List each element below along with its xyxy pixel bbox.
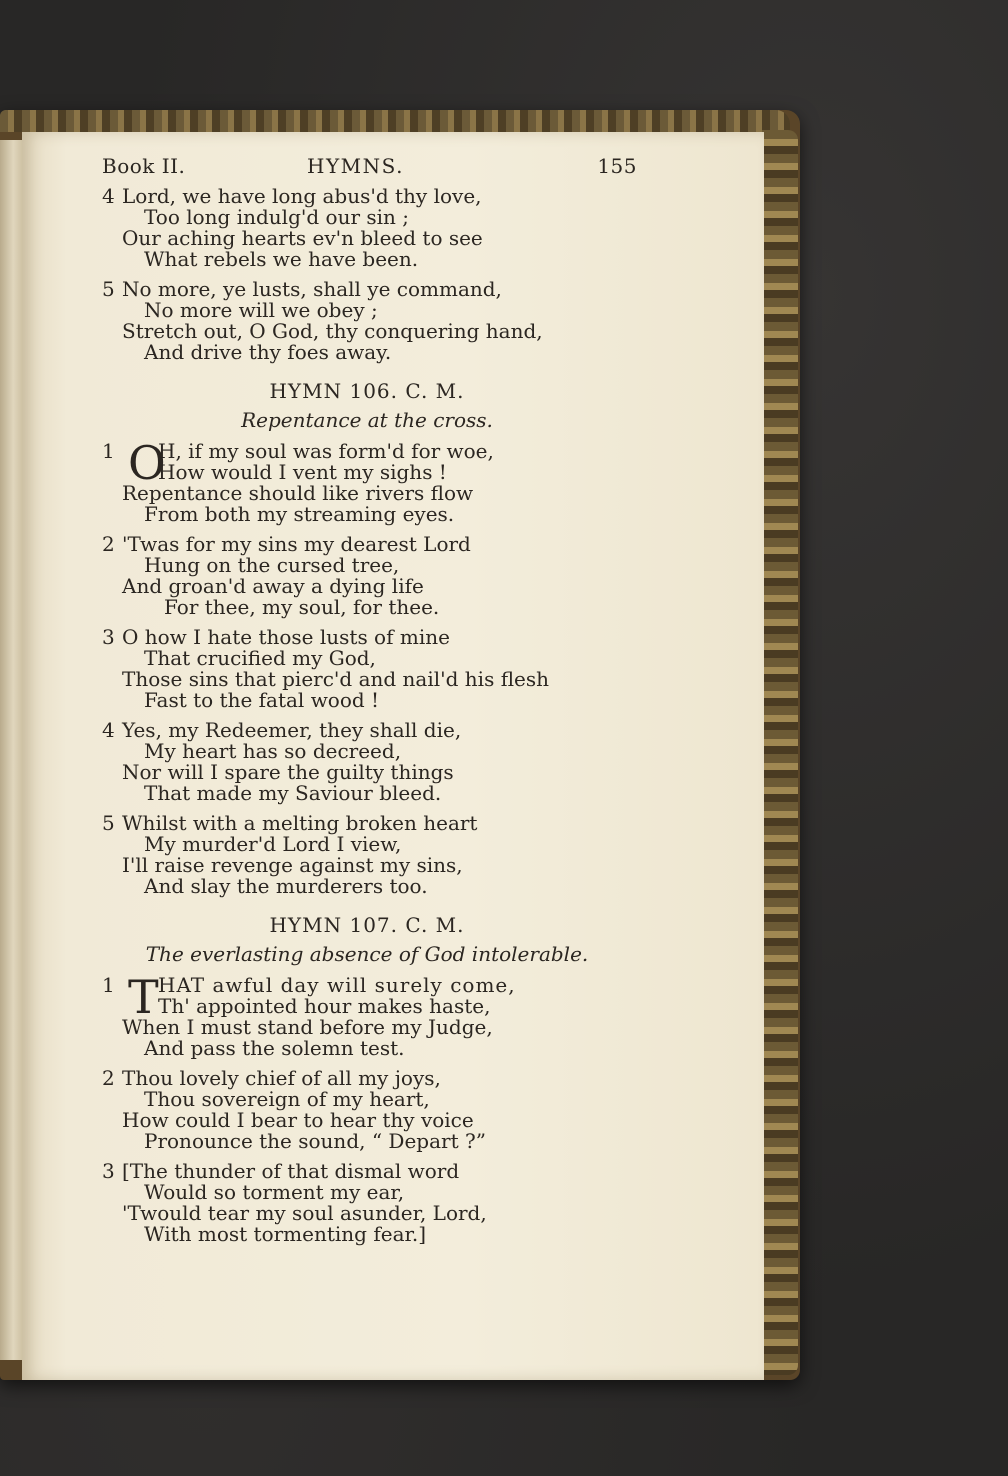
- stanza: [102, 436, 622, 526]
- stanza: [102, 970, 622, 1060]
- hymn-subtitle: The everlasting absence of God intolerable.: [145, 942, 589, 966]
- verse-line: No more will we obey ;: [144, 298, 378, 322]
- verse-line: With most tormenting fear.]: [144, 1222, 427, 1246]
- verse-line: Fast to the fatal wood !: [144, 688, 380, 712]
- verse-line: And groan'd away a dying life: [122, 574, 424, 598]
- verse-line: Th' appointed hour makes haste,: [158, 994, 491, 1018]
- verse-line: No more, ye lusts, shall ye command,: [122, 277, 502, 301]
- verse-line: O how I hate those lusts of mine: [122, 625, 450, 649]
- verse-line: How would I vent my sighs !: [158, 460, 447, 484]
- stanza-number: 5: [102, 277, 115, 301]
- verse-line: For thee, my soul, for thee.: [164, 595, 440, 619]
- page-text: [102, 154, 637, 1254]
- drop-cap: T: [128, 970, 159, 1024]
- gilt-edge-top: [0, 110, 790, 132]
- verse-line: And drive thy foes away.: [144, 340, 392, 364]
- stanza-number: 2: [102, 532, 115, 556]
- verse-line: And pass the solemn test.: [144, 1036, 405, 1060]
- hymn-title: HYMN 106. C. M.: [269, 379, 465, 403]
- page-number: 155: [597, 154, 637, 178]
- book-page: [22, 132, 764, 1380]
- verse-line: How could I bear to hear thy voice: [122, 1108, 474, 1132]
- stanza-number: 5: [102, 811, 115, 835]
- verse-line: And slay the murderers too.: [144, 874, 428, 898]
- stanza: [102, 186, 622, 270]
- verse-line: H, if my soul was form'd for woe,: [158, 439, 494, 463]
- drop-cap: O: [128, 436, 166, 490]
- verse-line: Those sins that pierc'd and nail'd his flesh: [122, 667, 550, 691]
- verse-line: Whilst with a melting broken heart: [122, 811, 478, 835]
- verse-line: Nor will I spare the guilty things: [122, 760, 454, 784]
- stanza-number: 2: [102, 1066, 115, 1090]
- verse-line: 'Twas for my sins my dearest Lord: [122, 532, 471, 556]
- verse-line: Thou lovely chief of all my joys,: [122, 1066, 441, 1090]
- stanza-number: 4: [102, 184, 115, 208]
- verse-line: I'll raise revenge against my sins,: [122, 853, 463, 877]
- verse-line: What rebels we have been.: [144, 247, 419, 271]
- stanza-number: 3: [102, 1159, 115, 1183]
- stanza: [102, 627, 622, 711]
- verse-line: Our aching hearts ev'n bleed to see: [122, 226, 483, 250]
- verse-line: My murder'd Lord I view,: [144, 832, 402, 856]
- verse-line: Thou sovereign of my heart,: [144, 1087, 430, 1111]
- hymn-title: HYMN 107. C. M.: [269, 913, 465, 937]
- stanza-number: 1: [102, 973, 115, 997]
- verse-line: 'Twould tear my soul asunder, Lord,: [122, 1201, 487, 1225]
- verse-line: That crucified my God,: [144, 646, 376, 670]
- left-page-edge: [0, 140, 22, 1360]
- gilt-edge-right: [762, 130, 798, 1375]
- stanza: [102, 534, 622, 618]
- verse-line: Repentance should like rivers flow: [122, 481, 474, 505]
- verse-line: From both my streaming eyes.: [144, 502, 455, 526]
- verse-line: HAT awful day will surely come,: [158, 973, 516, 997]
- verse-line: Too long indulg'd our sin ;: [144, 205, 409, 229]
- stanza-number: 1: [102, 439, 115, 463]
- stanza-number: 4: [102, 718, 115, 742]
- stanza: [102, 279, 622, 363]
- stanza: [102, 1068, 622, 1152]
- stanza-number: 3: [102, 625, 115, 649]
- stanza: [102, 813, 622, 897]
- verse-line: Pronounce the sound, “ Depart ?”: [144, 1129, 486, 1153]
- stanza: [102, 720, 622, 804]
- section-title: HYMNS.: [307, 154, 404, 178]
- verse-line: That made my Saviour bleed.: [144, 781, 442, 805]
- verse-line: Would so torment my ear,: [144, 1180, 405, 1204]
- running-header: [102, 154, 637, 186]
- verse-line: Yes, my Redeemer, they shall die,: [122, 718, 462, 742]
- verse-line: [The thunder of that dismal word: [122, 1159, 460, 1183]
- hymn-subtitle: Repentance at the cross.: [241, 408, 493, 432]
- book-label: Book II.: [102, 154, 186, 178]
- verse-line: Hung on the cursed tree,: [144, 553, 400, 577]
- verse-line: Lord, we have long abus'd thy love,: [122, 184, 482, 208]
- stanza: [102, 1161, 622, 1245]
- verse-line: When I must stand before my Judge,: [122, 1015, 493, 1039]
- verse-line: My heart has so decreed,: [144, 739, 402, 763]
- verse-line: Stretch out, O God, thy conquering hand,: [122, 319, 543, 343]
